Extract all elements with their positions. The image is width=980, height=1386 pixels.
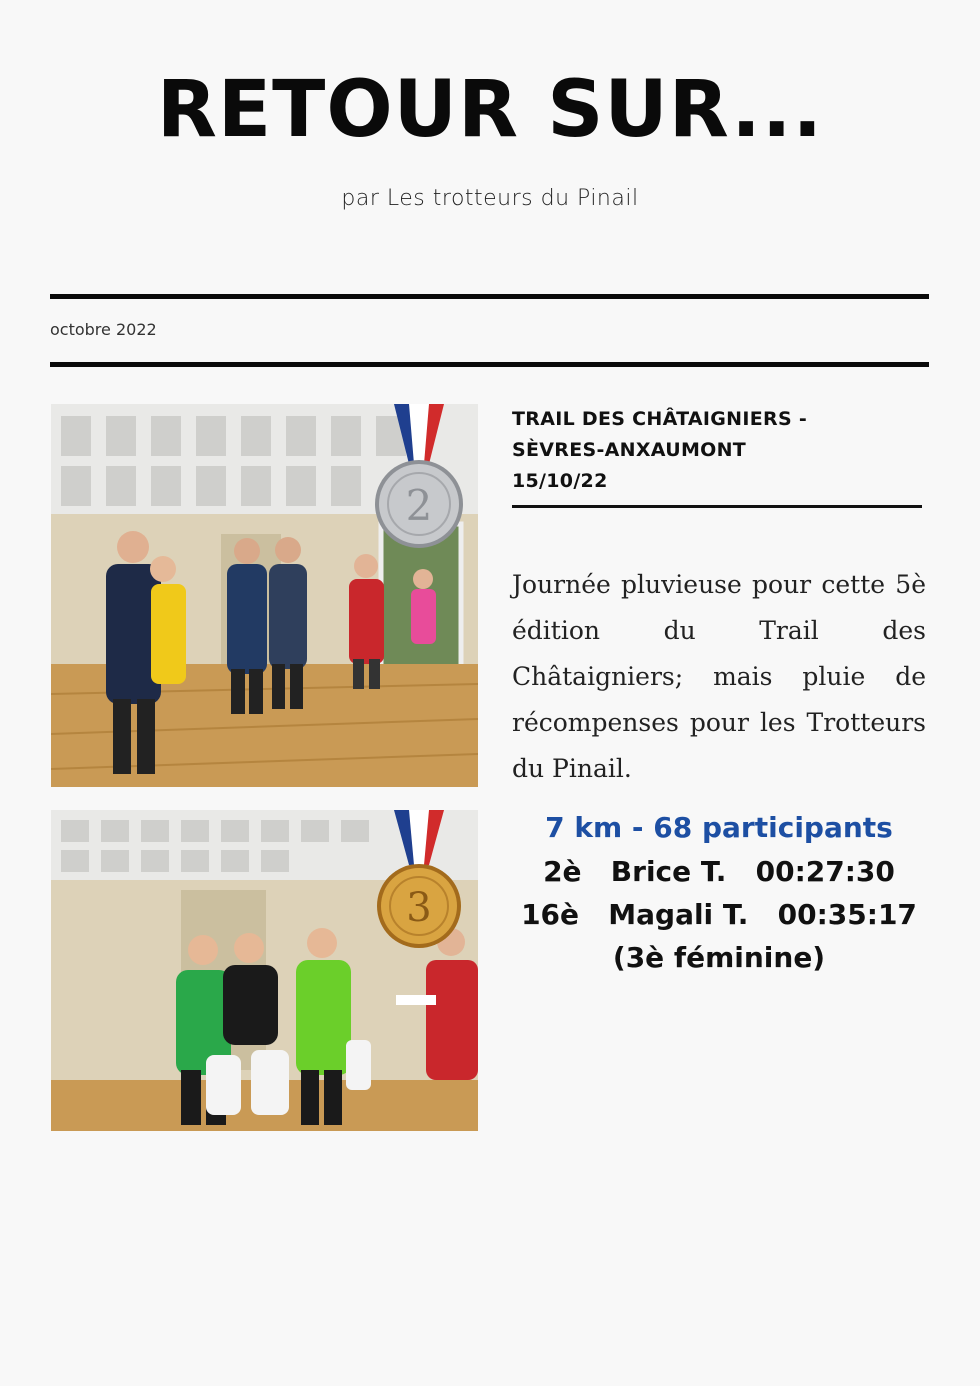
event-title [512, 404, 922, 497]
event-divider [512, 505, 922, 508]
silver-medal-icon [369, 404, 469, 554]
top-divider [50, 294, 929, 299]
race-heading: 7 km - 68 participants [545, 811, 893, 844]
byline: par Les trotteurs du Pinail [341, 186, 639, 211]
result-note: (3è féminine) [612, 941, 826, 974]
event-title-line-1: TRAIL DES CHÂTAIGNIERS - [512, 408, 808, 430]
article-body: Journée pluvieuse pour cette 5è édition du Trail des Châtaigniers; mais pluie de récompenses pour les Trotteurs du Pinail. [512, 570, 926, 783]
photo-awards-men [51, 404, 478, 787]
bronze-medal-number: 3 [406, 885, 432, 931]
bottom-divider [50, 362, 929, 367]
photo-awards-women [51, 810, 478, 1131]
page-title: RETOUR SUR... [156, 65, 824, 155]
event-date: 15/10/22 [512, 470, 608, 492]
issue-date: octobre 2022 [50, 320, 157, 339]
event-title-line-2: SÈVRES-ANXAUMONT [512, 439, 747, 461]
result-row: 16è Magali T. 00:35:17 [521, 898, 917, 931]
silver-medal-number: 2 [405, 481, 433, 530]
bronze-medal-icon [369, 810, 469, 950]
results-block [512, 806, 926, 979]
result-row: 2è Brice T. 00:27:30 [543, 855, 895, 888]
